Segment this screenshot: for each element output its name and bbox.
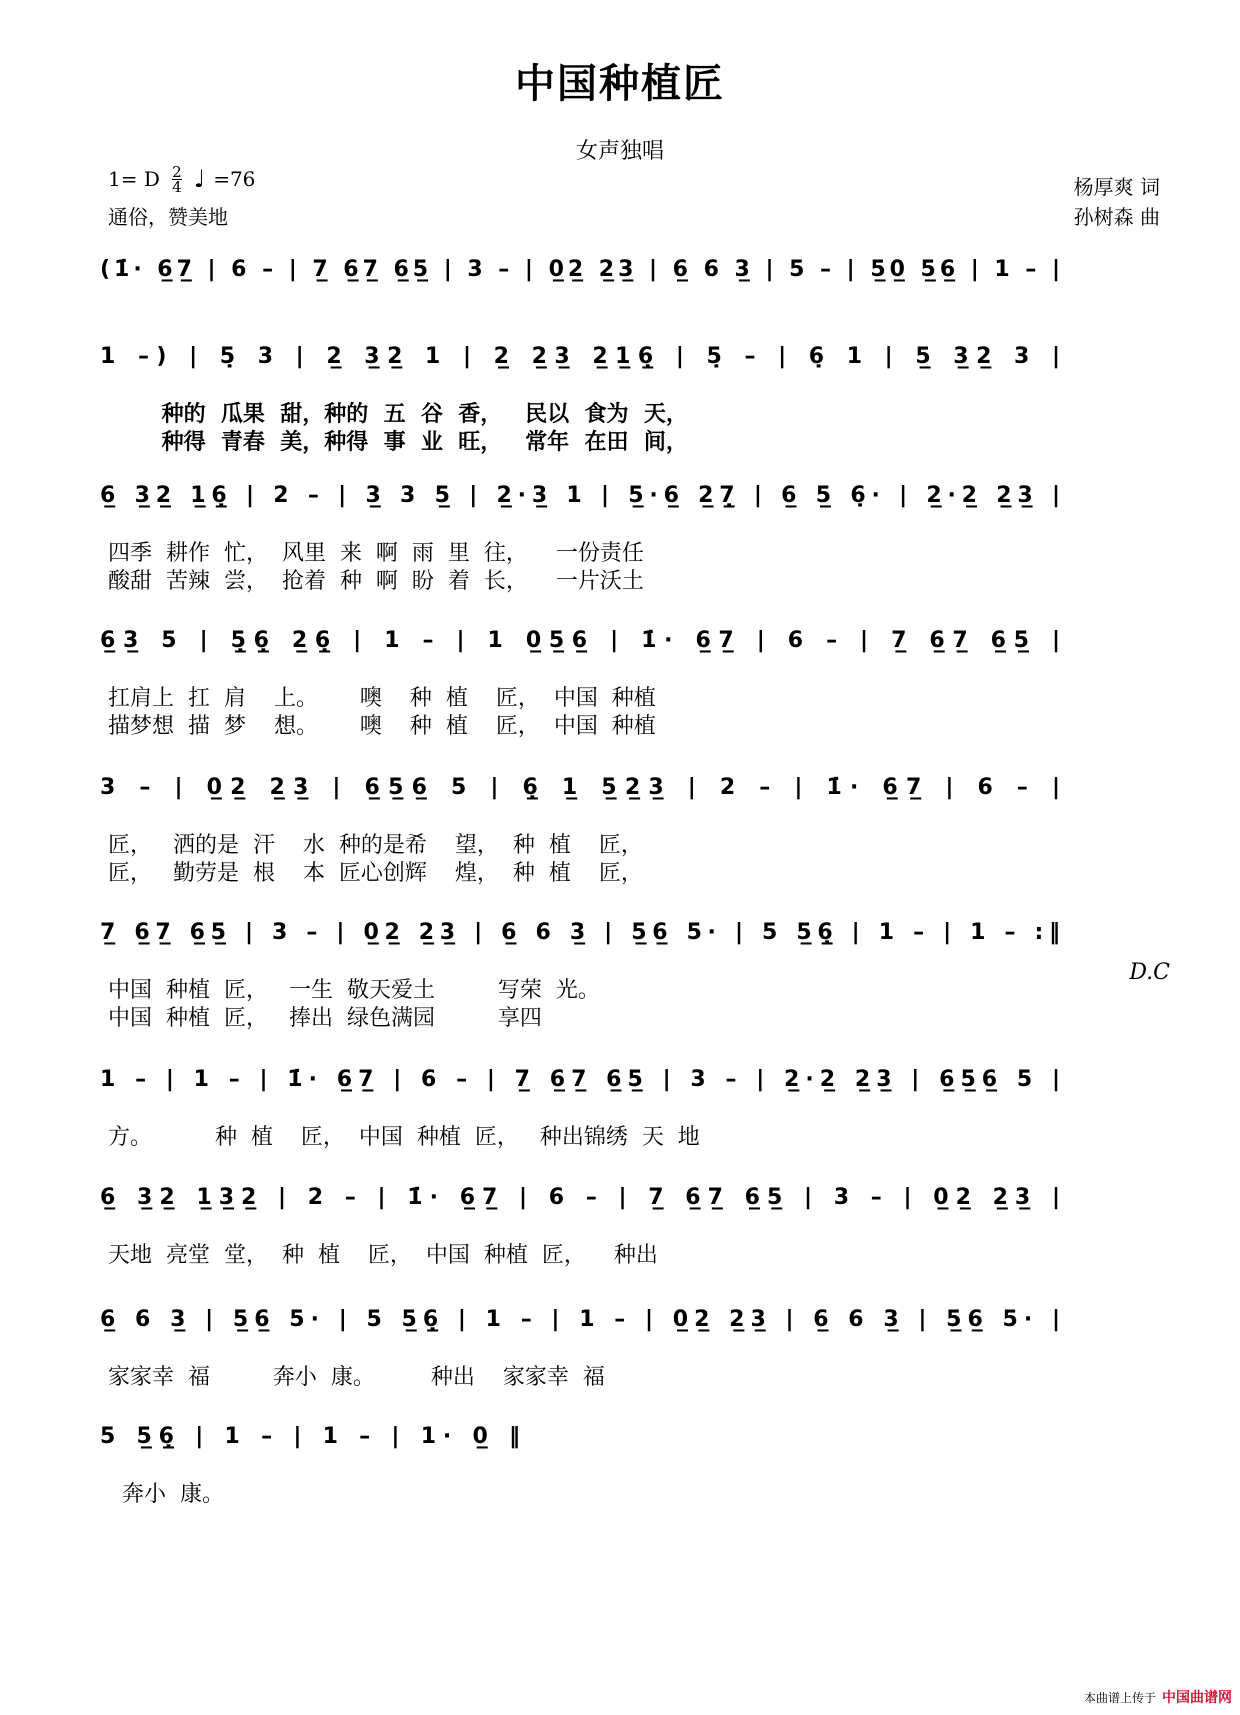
- lyric-line: 家家幸 福 奔小 康。 种出 家家幸 福: [108, 1365, 605, 1390]
- notation-text: 6̲ 3̲2̲ 1̲3̲2̲ | 2 – | 1̇· 6̲7̲ | 6 – | 7̲ 6̲7̲ 6̲5̲ | 3 – | 0̲2̲ 2̲3̲ |: [100, 1185, 1060, 1210]
- lyric-line: 匠， 勤劳是 根 本 匠心创辉 煌， 种 植 匠，: [108, 861, 643, 886]
- page-title: 中国种植匠: [515, 61, 725, 107]
- notation-line: [0, 775, 1240, 828]
- score-header-right: [1074, 172, 1160, 232]
- da-capo-marking: D.C: [1129, 960, 1170, 985]
- notation-text: (1̇· 6̲7̲ | 6 – | 7̲ 6̲7̲ 6̲5̲ | 3 – | 0̲2̲ 2̲3̲ | 6̲ 6 3̲ | 5 – | 5̲0̲ 5̲6̲ | 1 – |: [100, 257, 1060, 282]
- notation-line: [0, 1307, 1240, 1360]
- composer: 孙树森 曲: [1073, 205, 1160, 229]
- lyric-line: 中国 种植 匠， 捧出 绿色满园 享四: [108, 1006, 542, 1031]
- notation-line: [0, 628, 1240, 681]
- notation-text: 6̲ 3̲2̲ 1̲6̣̲ | 2 – | 3̲ 3 5̲ | 2̲·3̲ 1 | 5̲·6̲ 2̲7̣̲ | 6̲ 5̲ 6̣· | 2̲·2̲ 2̲3̲ |: [100, 483, 1061, 508]
- expression-marking: 通俗，赞美地: [108, 205, 228, 229]
- notation-svg: [0, 466, 1240, 546]
- score-header-left: [108, 160, 255, 236]
- footer-logo: 中国曲谱网: [1162, 1690, 1232, 1706]
- quarter-note-icon: ♩: [193, 165, 206, 193]
- notation-text: 1 – | 1 – | 1̇· 6̲7̲ | 6 – | 7̲ 6̲7̲ 6̲5̲ | 3 – | 2̲·2̲ 2̲3̲ | 6̲5̲6̲ 5 |: [100, 1067, 1060, 1092]
- lyric-line: 方。 种 植 匠， 中国 种植 匠， 种出锦绣 天 地: [108, 1125, 700, 1150]
- notation-svg: [0, 1050, 1240, 1130]
- footer: [1084, 1687, 1232, 1707]
- time-signature-top: 2: [172, 162, 182, 181]
- notation-line: [0, 1067, 1240, 1120]
- key-signature: 1= D: [108, 167, 160, 191]
- notation-text: 1 –) | 5̣ 3 | 2̲ 3̲2̲ 1 | 2̲ 2̲3̲ 2̲1̲6̣̲ | 5̣ – | 6̣ 1 | 5̲ 3̲2̲ 3 |: [100, 344, 1061, 369]
- notation-svg: [0, 1168, 1240, 1248]
- notation-svg: [0, 903, 1240, 983]
- notation-text: 6̲3̲ 5 | 5̣̲6̣̲ 2̲6̣̲ | 1 – | 1 0̲5̲6̲ | 1̇· 6̲7̲ | 6 – | 7̲ 6̲7̲ 6̲5̲ |: [100, 628, 1060, 653]
- page-subtitle: 女声独唱: [575, 139, 664, 164]
- lyric-line: 酸甜 苦辣 尝， 抢着 种 啊 盼 着 长， 一片沃土: [108, 569, 644, 594]
- notation-text: 6̲ 6 3̲ | 5̲6̲ 5· | 5 5̲6̣̲ | 1 – | 1 – | 0̲2̲ 2̲3̲ | 6̲ 6 3̲ | 5̲6̲ 5· |: [100, 1307, 1060, 1332]
- lyric-line: 种得 青春 美，种得 事 业 旺， 常年 在田 间，: [108, 430, 688, 455]
- notation-text: 7̲ 6̲7̲ 6̲5̲ | 3 – | 0̲2̲ 2̲3̲ | 6̲ 6 3̲ | 5̲6̲ 5· | 5 5̲6̣̲ | 1 – | 1 – :‖: [100, 920, 1060, 945]
- notation-svg: [0, 1290, 1240, 1370]
- time-signature-bottom: 4: [172, 177, 182, 196]
- lyric-line: 中国 种植 匠， 一生 敬天爱土 写荣 光。: [108, 978, 600, 1003]
- lyric-line: 四季 耕作 忙， 风里 来 啊 雨 里 往， 一份责任: [108, 541, 644, 566]
- notation-line: [0, 257, 1240, 310]
- tempo-value: =76: [213, 167, 256, 191]
- notation-svg: [0, 611, 1240, 691]
- lyric-line: 匠， 洒的是 汗 水 种的是希 望， 种 植 匠，: [108, 833, 643, 858]
- notation-line: [0, 920, 1240, 973]
- lyric-line: 种的 瓜果 甜，种的 五 谷 香， 民以 食为 天，: [108, 402, 688, 427]
- notation-svg: [0, 240, 1240, 320]
- notation-text: 5 5̲6̣̲ | 1 – | 1 – | 1· 0̲ ‖: [100, 1424, 520, 1449]
- lyric-line: 奔小 康。: [108, 1482, 224, 1507]
- notation-text: 3 – | 0̲2̲ 2̲3̲ | 6̲5̲6̲ 5 | 6̣̲ 1̲ 5̲2̲3̲ | 2 – | 1̇· 6̲7̲ | 6 – |: [100, 775, 1061, 800]
- lyric-line: 扛肩上 扛 肩 上。 噢 种 植 匠， 中国 种植: [108, 686, 656, 711]
- lyric-line: 描梦想 描 梦 想。 噢 种 植 匠， 中国 种植: [108, 714, 656, 739]
- lyricist: 杨厚爽 词: [1073, 175, 1160, 199]
- notation-line: [0, 344, 1240, 397]
- time-signature: [172, 162, 182, 196]
- key-tempo-line: [108, 160, 255, 198]
- notation-line: [0, 1424, 1240, 1477]
- notation-svg: [0, 758, 1240, 838]
- lyric-line: 天地 亮堂 堂， 种 植 匠， 中国 种植 匠， 种出: [108, 1243, 658, 1268]
- notation-svg: [0, 1407, 1240, 1487]
- footer-text: 本曲谱上传于: [1083, 1690, 1156, 1705]
- notation-line: [0, 1185, 1240, 1238]
- notation-line: [0, 483, 1240, 536]
- notation-svg: [0, 327, 1240, 407]
